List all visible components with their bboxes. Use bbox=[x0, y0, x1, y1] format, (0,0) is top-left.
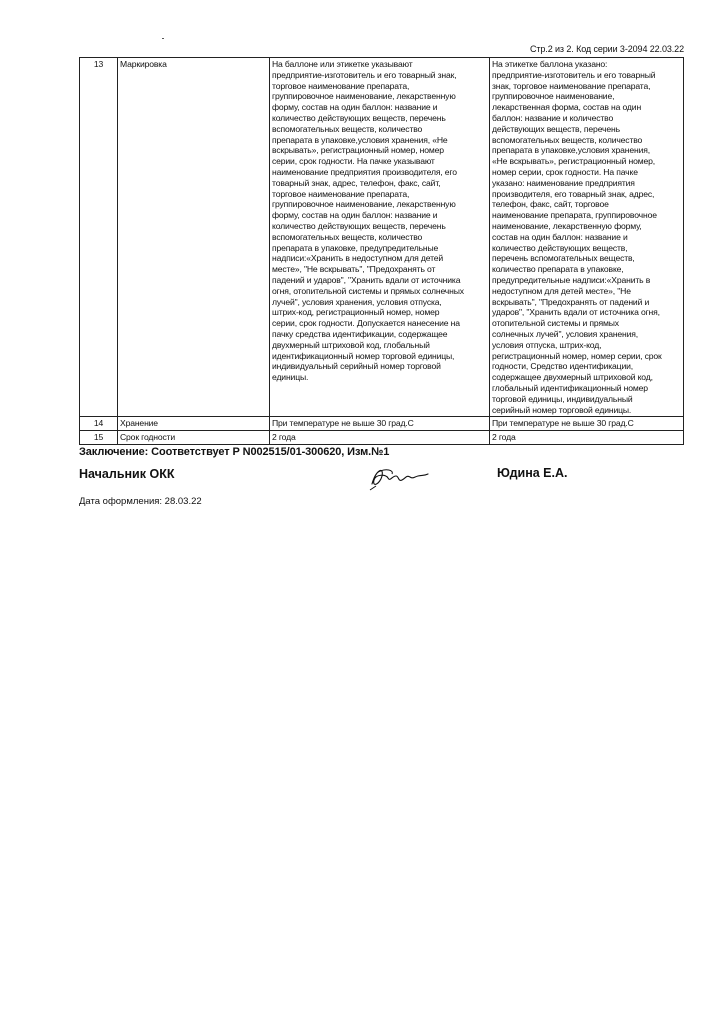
table-row bbox=[80, 431, 684, 445]
requirement-cell: 2 года bbox=[270, 431, 490, 445]
issue-date: Дата оформления: 28.03.22 bbox=[79, 496, 202, 507]
table-row bbox=[80, 58, 684, 417]
parameter-name: Хранение bbox=[118, 417, 270, 431]
actual-cell bbox=[490, 58, 684, 417]
parameter-name: Маркировка bbox=[118, 58, 270, 417]
signer-name: Юдина Е.А. bbox=[497, 466, 568, 480]
parameter-name: Срок годности bbox=[118, 431, 270, 445]
specification-table bbox=[79, 57, 684, 445]
row-number: 14 bbox=[80, 417, 118, 431]
page-header: Стр.2 из 2. Код серии 3-2094 22.03.22 bbox=[529, 44, 684, 54]
actual-cell: 2 года bbox=[490, 431, 684, 445]
scan-dot bbox=[162, 38, 164, 39]
signer-role: Начальник ОКК bbox=[79, 467, 175, 481]
conclusion: Заключение: Соответствует Р N002515/01-300620, Изм.№1 bbox=[79, 446, 390, 458]
requirement-cell: При температуре не выше 30 град.С bbox=[270, 417, 490, 431]
actual-cell: При температуре не выше 30 град.С bbox=[490, 417, 684, 431]
requirement-cell bbox=[270, 58, 490, 417]
row-number: 13 bbox=[80, 58, 118, 417]
signature-icon bbox=[366, 462, 432, 492]
row-number: 15 bbox=[80, 431, 118, 445]
actual-text: На этикетке баллона указано: предприятие-изготовитель и его товарный знак, торговое наименование препарата, группировочное наименование, лекарственная форма, состав на один баллон: название и количество действующих веществ, перечень вспомогательных веществ, количество препарата в упаковке,условия хранения, «Не вскрывать», регистрационный номер, номер серии, срок годности. На пачке указано: наименование предприятия производителя, его товарный знак, адрес, телефон, факс, сайт, торговое наименование препарата, группировочное наименование, лекарственную форму, состав на один баллон: название и количество действующих веществ, перечень вспомогательных веществ, количество препарата в упаковке, предупредительные надписи:«Хранить в недоступном для детей месте», "Не вскрывать", "Предохранять от падений и ударов", "Хранить вдали от источника огня, отопительной системы и прямых солнечных лучей", условия хранения, условия отпуска, штрих-код, регистрационный номер, номер серии, срок годности, Средство идентификации, содержащее двухмерный штриховой код, глобальный идентификационный номер торговой единицы, индивидуальный серийный номер торговой единицы. bbox=[492, 59, 662, 415]
table-row bbox=[80, 417, 684, 431]
requirement-text: На баллоне или этикетке указывают предприятие-изготовитель и его товарный знак, торговое наименование препарата, группировочное наименование, лекарственную форму, состав на один баллон: название и количество действующих веществ, перечень вспомогательных веществ, количество препарата в упаковке,условия хранения, «Не вскрывать», регистрационный номер, номер серии, срок годности. На пачке указывают наименование предприятия производителя, его товарный знак, адрес, телефон, факс, сайт, торговое наименование препарата, группировочное наименование, лекарственную форму, состав на один баллон: название и количество действующих веществ, перечень вспомогательных веществ, количество препарата в упаковке, предупредительные надписи:«Хранить в недоступном для детей месте», "Не вскрывать", "Предохранять от падений и ударов", "Хранить вдали от источника огня, отопительной системы и прямых солнечных лучей", условия хранения, условия отпуска, штрих-код, регистрационный номер, номер серии, срок годности. Допускается нанесение на пачку средства идентификации, содержащее двухмерный штриховой код, глобальный идентификационный номер торговой единицы, индивидуальный серийный номер торговой единицы. bbox=[272, 59, 464, 383]
